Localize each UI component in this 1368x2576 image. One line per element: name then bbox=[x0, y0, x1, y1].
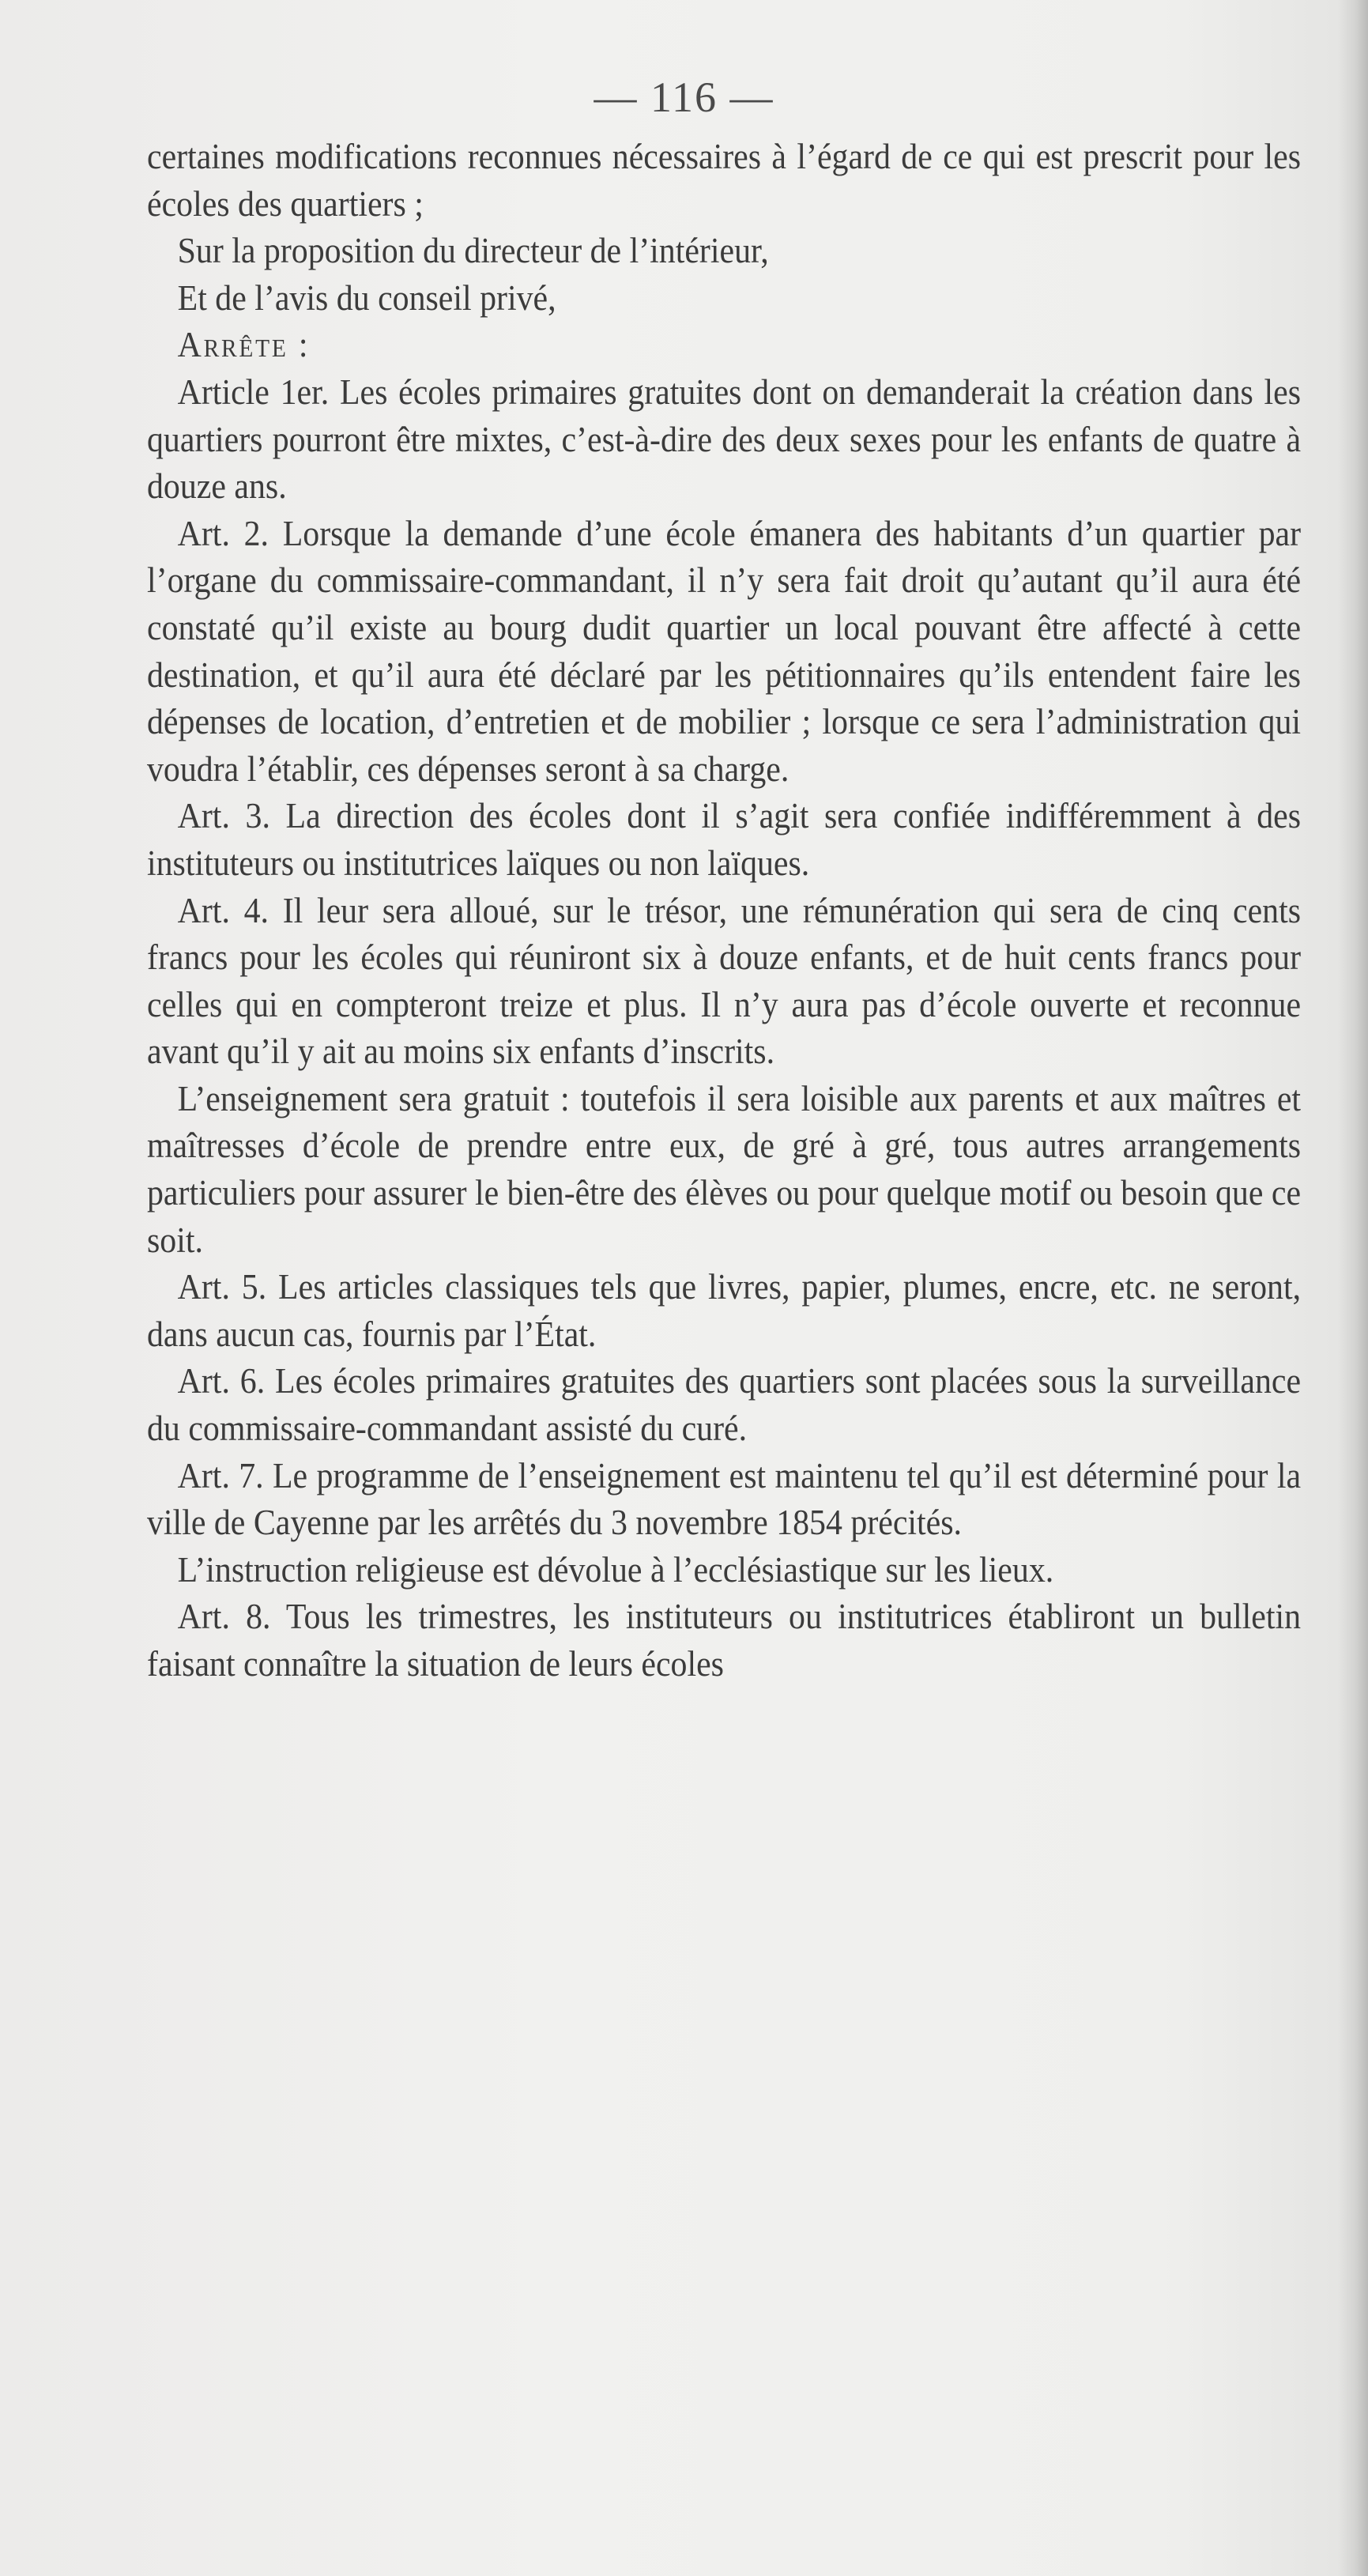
paragraph-article-3: Art. 3. La direction des écoles dont il s’agit sera confiée indifféremment à des instituteurs ou institutrices laïques ou non laïques. bbox=[147, 795, 1302, 883]
paragraph-article-6: Art. 6. Les écoles primaires gratuites des quartiers sont placées sous la surveillance du commissaire-commandant assisté du curé. bbox=[147, 1360, 1302, 1449]
paragraph-continuation: certaines modifications reconnues nécessaires à l’égard de ce qui est prescrit pour les écoles des quartiers ; bbox=[147, 136, 1302, 224]
paragraph-article-2: Art. 2. Lorsque la demande d’une école émanera des habitants d’un quartier par l’organe du commissaire-commandant, il n’y sera fait droit qu’autant qu’il aura été constaté qu’il existe au bourg dudit quartier un local pouvant être affecté à cette destination, et qu’il aura été déclaré par les pétitionnaires qu’ils entendent faire les dépenses de location, d’entretien et de mobilier ; lorsque ce sera l’administration qui voudra l’établir, ces dépenses seront à sa charge. bbox=[147, 512, 1302, 789]
paragraph-article-8: Art. 8. Tous les trimestres, les instituteurs ou institutrices établiront un bulletin faisant connaître la situation de leurs écoles bbox=[147, 1596, 1302, 1684]
page-number: — 116 — bbox=[594, 74, 774, 121]
paragraph-instruction-religieuse: L’instruction religieuse est dévolue à l’ecclésiastique sur les lieux. bbox=[177, 1548, 1054, 1590]
paragraph-article-1: Article 1er. Les écoles primaires gratuites dont on demanderait la création dans les quartiers pourront être mixtes, c’est-à-dire des deux sexes pour les enfants de quatre à douze ans. bbox=[147, 371, 1302, 507]
paragraph-avis: Et de l’avis du conseil privé, bbox=[177, 277, 556, 318]
paragraph-arrete: Arrête : bbox=[177, 324, 311, 365]
paragraph-article-7: Art. 7. Le programme de l’enseignement est maintenu tel qu’il est déterminé pour la ville de Cayenne par les arrêtés du 3 novembre 1854 précités. bbox=[147, 1454, 1302, 1543]
page-edge-shadow bbox=[1338, 0, 1368, 2576]
paragraph-enseignement: L’enseignement sera gratuit : toutefois il sera loisible aux parents et aux maîtres et maîtresses d’école de prendre entre eux, de gré à gré, tous autres arrangements particuliers pour assurer le bien-être des élèves ou pour quelque motif ou besoin que ce soit. bbox=[147, 1077, 1302, 1260]
body-text bbox=[147, 133, 1301, 1688]
paragraph-article-4: Art. 4. Il leur sera alloué, sur le trésor, une rémunération qui sera de cinq cents francs pour les écoles qui réuniront six à douze enfants, et de huit cents francs pour celles qui en compteront treize et plus. Il n’y aura pas d’école ouverte et reconnue avant qu’il y ait au moins six enfants d’inscrits. bbox=[147, 889, 1302, 1072]
paragraph-article-5: Art. 5. Les articles classiques tels que livres, papier, plumes, encre, etc. ne seront, dans aucun cas, fournis par l’État. bbox=[147, 1266, 1302, 1354]
paragraph-proposition: Sur la proposition du directeur de l’intérieur, bbox=[177, 230, 769, 271]
